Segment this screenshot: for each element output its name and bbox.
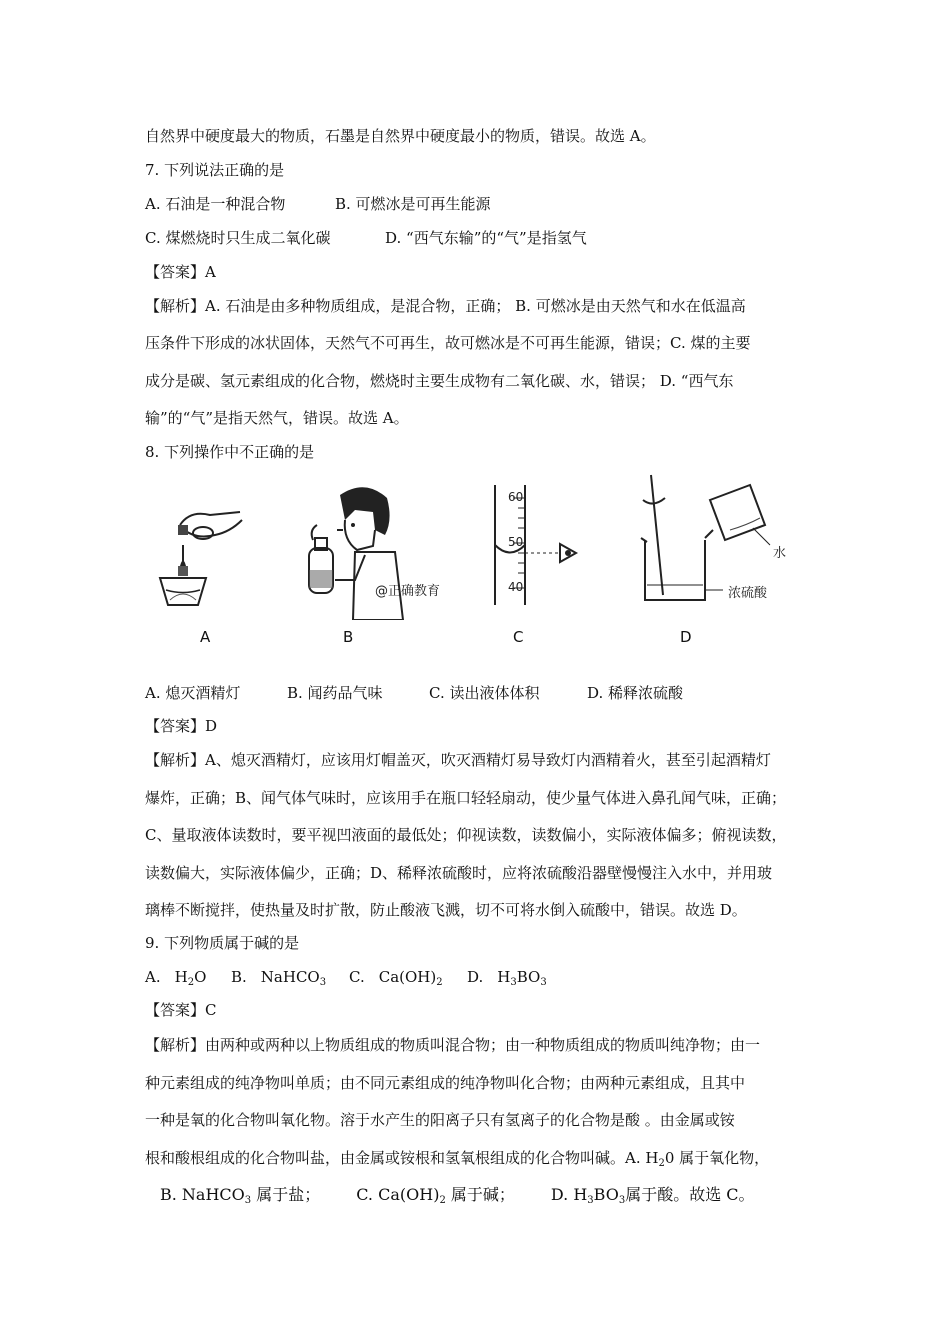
q8-option-c: C. 读出液体体积 bbox=[429, 684, 540, 702]
question-7: 7. 下列说法正确的是 bbox=[145, 161, 285, 179]
text-run: BO bbox=[593, 1185, 619, 1204]
q7-answer: 【答案】A bbox=[145, 263, 216, 281]
q9-option-d bbox=[467, 967, 547, 993]
q9-explanation-line: 一种是氧的化合物叫氧化物。溶于水产生的阳离子只有氢离子的化合物是酸 。由金属或铵 bbox=[145, 1111, 735, 1129]
option-letter: C. bbox=[349, 968, 365, 986]
q8-option-d: D. 稀释浓硫酸 bbox=[587, 684, 684, 702]
q9-option-b bbox=[231, 967, 326, 993]
question-9: 9. 下列物质属于碱的是 bbox=[145, 934, 300, 952]
q9-option-c bbox=[349, 967, 443, 993]
subscript: 3 bbox=[618, 1195, 626, 1206]
q9-option-a bbox=[145, 967, 206, 993]
q7-option-c: C. 煤燃烧时只生成二氧化碳 bbox=[145, 229, 331, 247]
q8-explanation-line: 璃棒不断搅拌，使热量及时扩散，防止酸液飞溅，切不可将水倒入硫酸中，错误。故选 D。 bbox=[145, 901, 747, 919]
q8-option-b: B. 闻药品气味 bbox=[287, 684, 383, 702]
q9-explanation-line: 种元素组成的纯净物叫单质；由不同元素组成的纯净物叫化合物；由两种元素组成，且其中 bbox=[145, 1074, 746, 1092]
subscript: 3 bbox=[540, 977, 547, 988]
figure-label-a: A bbox=[200, 628, 211, 646]
q8-explanation-line: 读数偏大，实际液体偏少，正确；D、稀释浓硫酸时，应将浓硫酸沿器壁慢慢注入水中，并用玻 bbox=[145, 864, 773, 882]
formula: H bbox=[174, 968, 188, 986]
text-run: D. H bbox=[550, 1185, 588, 1204]
q7-explanation-line: 输”的“气”是指天然气，错误。故选 A。 bbox=[145, 409, 409, 427]
q9-answer: 【答案】C bbox=[145, 1001, 217, 1019]
alcohol-lamp-illustration bbox=[140, 470, 250, 620]
q7-option-b: B. 可燃冰是可再生能源 bbox=[335, 195, 491, 213]
acid-label: 浓硫酸 bbox=[728, 586, 768, 601]
figure-label-d: D bbox=[680, 628, 692, 646]
question-8: 8. 下列操作中不正确的是 bbox=[145, 443, 315, 461]
subscript: 3 bbox=[587, 1195, 594, 1206]
figure-label-b: B bbox=[343, 628, 354, 646]
tick-label: 40 bbox=[508, 580, 524, 594]
option-letter: D. bbox=[467, 968, 484, 986]
formula: Ca(OH) bbox=[378, 968, 437, 986]
q7-option-a: A. 石油是一种混合物 bbox=[145, 195, 286, 213]
q7-option-d: D. “西气东输”的“气”是指氢气 bbox=[385, 229, 587, 247]
q8-option-a: A. 熄灭酒精灯 bbox=[145, 684, 241, 702]
q7-explanation-line: 【解析】A. 石油是由多种物质组成，是混合物，正确； B. 可燃冰是由天然气和水在低温高 bbox=[145, 297, 746, 315]
text-run: 0 bbox=[664, 1149, 675, 1167]
formula: O bbox=[194, 968, 207, 986]
option-letter: A. bbox=[145, 968, 161, 986]
text-line: 自然界中硬度最大的物质，石墨是自然界中硬度最小的物质，错误。故选 A。 bbox=[145, 127, 656, 145]
q7-explanation-line: 成分是碳、氢元素组成的化合物，燃烧时主要生成物有二氧化碳、水，错误； D. “西气东 bbox=[145, 372, 734, 390]
option-letter: B. bbox=[231, 968, 247, 986]
subscript: 3 bbox=[244, 1195, 252, 1206]
watermark: @正确教育 bbox=[375, 584, 441, 599]
figure-label-c: C bbox=[513, 628, 524, 646]
lab-operations-figure bbox=[140, 470, 820, 660]
graduated-cylinder-illustration bbox=[480, 480, 590, 610]
tick-label: 50 bbox=[508, 535, 524, 549]
subscript: 3 bbox=[510, 977, 517, 988]
text-run: C. Ca(OH) bbox=[356, 1185, 440, 1204]
subscript: 2 bbox=[187, 977, 195, 988]
text-run: 属于盐； bbox=[251, 1185, 321, 1204]
subscript: 2 bbox=[658, 1158, 665, 1169]
q7-explanation-line: 压条件下形成的冰状固体，天然气不可再生，故可燃冰是不可再生能源，错误；C. 煤的主要 bbox=[145, 334, 751, 352]
text-run: 属于酸。故选 C。 bbox=[625, 1185, 755, 1204]
q9-explanation-line bbox=[145, 1148, 769, 1174]
formula: H bbox=[497, 968, 511, 986]
text-run: 根和酸根组成的化合物叫盐，由金属或铵根和氢氧根组成的化合物叫碱。A. H bbox=[145, 1149, 659, 1167]
q9-explanation-line: 【解析】由两种或两种以上物质组成的物质叫混合物；由一种物质组成的物质叫纯净物；由一 bbox=[145, 1036, 761, 1054]
q8-explanation-line: 爆炸，正确；B、闻气体气味时，应该用手在瓶口轻轻扇动，使少量气体进入鼻孔闻气味，正确； bbox=[145, 789, 787, 807]
tick-label: 60 bbox=[508, 490, 524, 504]
text-run: 属于碱； bbox=[445, 1185, 515, 1204]
text-run: 属于氧化物， bbox=[679, 1149, 770, 1167]
formula: NaHCO bbox=[260, 968, 320, 986]
water-label: 水 bbox=[773, 546, 787, 561]
q8-explanation-line: 【解析】A、熄灭酒精灯，应该用灯帽盖灭，吹灭酒精灯易导致灯内酒精着火，甚至引起酒精灯 bbox=[145, 751, 771, 769]
subscript: 3 bbox=[319, 977, 327, 988]
formula: BO bbox=[516, 968, 541, 986]
text-run: B. NaHCO bbox=[160, 1185, 245, 1204]
q9-conclusion-line bbox=[160, 1185, 755, 1211]
q8-answer: 【答案】D bbox=[145, 717, 218, 735]
subscript: 2 bbox=[436, 977, 443, 988]
q8-explanation-line: C、量取液体读数时，要平视凹液面的最低处；仰视读数，读数偏小，实际液体偏多；俯视读数， bbox=[145, 826, 787, 844]
subscript: 2 bbox=[439, 1195, 446, 1206]
